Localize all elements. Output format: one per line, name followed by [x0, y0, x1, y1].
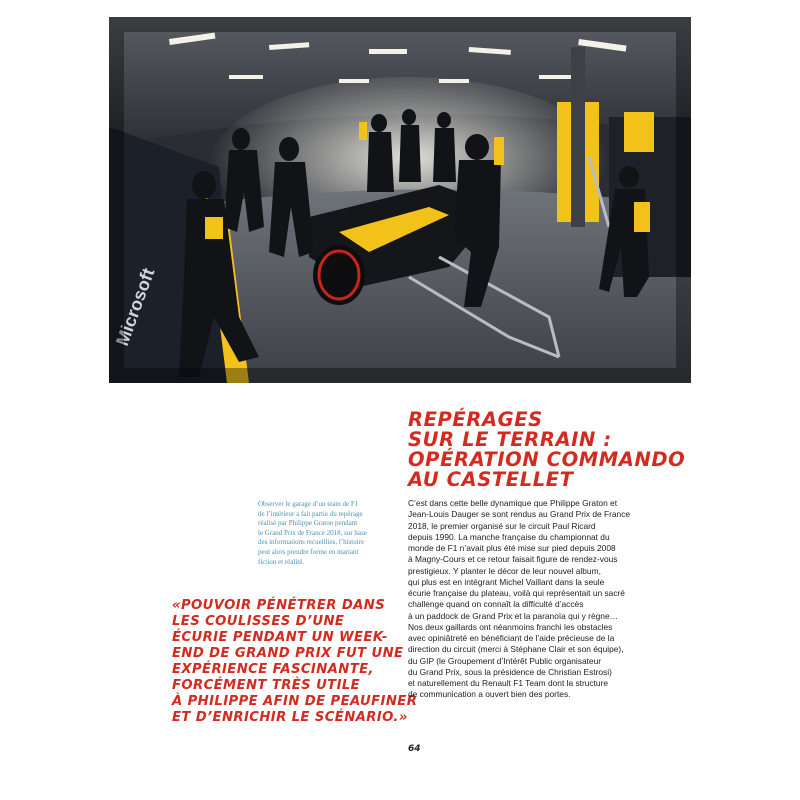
body-line: à Magny-Cours et ce retour faisait figure de rendez-vous: [408, 554, 618, 565]
quote-line: END DE GRAND PRIX FUT UNE: [172, 646, 404, 661]
body-line: du GIP (le Groupement d’Intérêt Public organisateur: [408, 655, 602, 666]
caption-line: Observer le garage d’un team de F1: [258, 500, 359, 508]
photo-caption: [258, 500, 398, 567]
body-line: Jean-Louis Dauger se sont rendus au Grand Prix de France: [408, 509, 631, 520]
body-line: à un paddock de Grand Prix et la paranoïa qui y règne…: [408, 610, 618, 621]
title-line: REPÉRAGES: [408, 408, 543, 431]
body-line: monde de F1 n’avait plus été mise sur pied depuis 2008: [408, 543, 616, 553]
body-line: prestigieux. Y planter le décor de leur nouvel album,: [408, 565, 601, 576]
title-line: AU CASTELLET: [408, 468, 574, 491]
body-line: Nos deux gaillards ont néanmoins franchi les obstacles: [408, 621, 613, 632]
sponsor-logo-text: Microsoft: [111, 265, 159, 349]
caption-line: de l’intérieur a fait partie du repérage: [258, 509, 363, 518]
body-line: écurie française du plateau, voilà qui représentait un sacré: [408, 588, 625, 598]
body-line: de communication a ouvert bien des portes.: [408, 689, 571, 700]
body-line: depuis 1990. La manche française du championnat du: [408, 531, 610, 542]
quote-line: ET D’ENRICHIR LE SCÉNARIO.»: [172, 710, 408, 725]
garage-photo: [109, 17, 691, 383]
article-title: [408, 410, 698, 490]
quote-line: À PHILIPPE AFIN DE PEAUFINER: [172, 694, 418, 709]
body-line: challenge quand on connaît la difficulté d’accès: [408, 599, 584, 610]
caption-line: fiction et réalité.: [258, 557, 305, 566]
quote-line: «POUVOIR PÉNÉTRER DANS: [172, 598, 386, 613]
quote-line: EXPÉRIENCE FASCINANTE,: [172, 662, 374, 677]
body-line: 2018, le premier organisé sur le circuit Paul Ricard: [408, 520, 596, 531]
body-line: et naturellement du Renault F1 Team dont la structure: [408, 678, 609, 688]
title-line: SUR LE TERRAIN :: [408, 428, 612, 451]
caption-line: réalisé par Philippe Graton pendant: [258, 519, 358, 528]
caption-line: des informations recueillies, l’histoire: [258, 538, 365, 547]
body-line: direction du circuit (merci à Stéphane Clair et son équipe),: [408, 644, 624, 655]
title-line: OPÉRATION COMMANDO: [408, 448, 686, 471]
body-line: qui plus est en intégrant Michel Vaillant dans la seule: [408, 576, 605, 587]
body-line: C’est dans cette belle dynamique que Philippe Graton et: [408, 498, 618, 508]
quote-line: FORCÉMENT TRÈS UTILE: [172, 678, 361, 693]
body-line: du Grand Prix, sous la présidence de Christian Estrosi): [408, 666, 612, 677]
quote-line: ÉCURIE PENDANT UN WEEK-: [172, 630, 388, 645]
quote-line: LES COULISSES D’UNE: [172, 614, 345, 629]
article-body: [408, 498, 708, 701]
pull-quote: [172, 598, 418, 726]
caption-line: peut alors prendre forme en mariant: [258, 547, 359, 556]
page-number: 64: [408, 744, 421, 754]
body-line: avec opiniâtreté en bénéficiant de l’aide précieuse de la: [408, 633, 615, 643]
caption-line: le Grand Prix de France 2018, sur base: [258, 528, 367, 537]
